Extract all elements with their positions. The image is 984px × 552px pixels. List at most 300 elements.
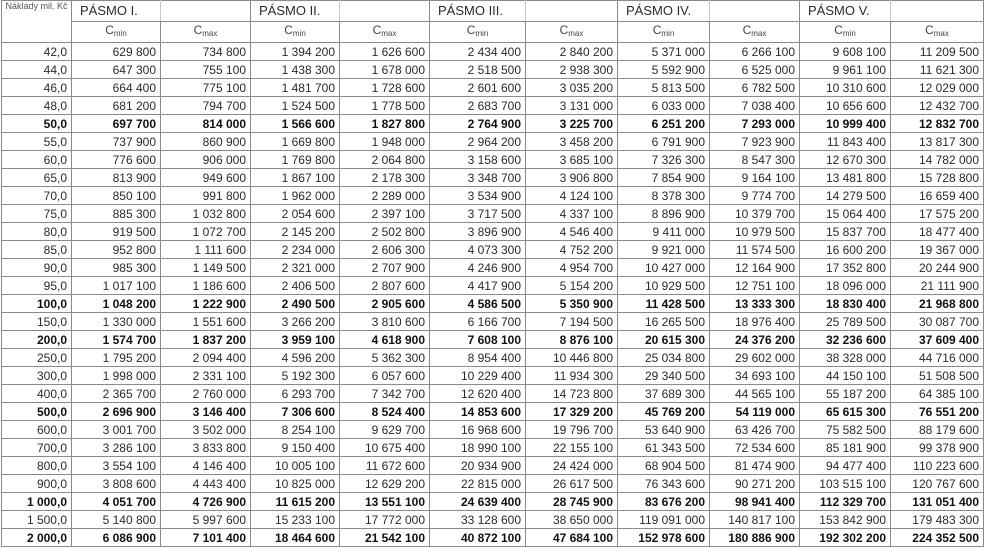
- table-row: [2, 187, 984, 205]
- value-cell: 1 186 600: [161, 277, 251, 295]
- value-cell: 6 166 700: [430, 313, 526, 331]
- value-cell: 17 772 000: [340, 511, 430, 529]
- value-cell: 10 675 400: [340, 439, 430, 457]
- value-cell: 1 626 600: [340, 43, 430, 61]
- value-cell: 2 696 900: [72, 403, 161, 421]
- value-cell: 24 376 200: [710, 331, 800, 349]
- value-cell: 12 432 700: [891, 97, 984, 115]
- value-cell: 12 164 900: [710, 259, 800, 277]
- value-cell: 15 837 700: [800, 223, 891, 241]
- value-cell: 7 326 300: [618, 151, 710, 169]
- value-cell: 3 685 100: [526, 151, 618, 169]
- value-cell: 7 194 500: [526, 313, 618, 331]
- value-cell: 112 329 700: [800, 493, 891, 511]
- value-cell: 192 302 200: [800, 529, 891, 547]
- value-cell: 20 244 900: [891, 259, 984, 277]
- value-cell: 1 111 600: [161, 241, 251, 259]
- value-cell: 1 827 800: [340, 115, 430, 133]
- c-max-header: [891, 22, 984, 43]
- value-cell: 11 428 500: [618, 295, 710, 313]
- table-row: [2, 331, 984, 349]
- value-cell: 119 091 000: [618, 511, 710, 529]
- value-cell: 26 617 500: [526, 475, 618, 493]
- naklady-cell: 300,0: [2, 367, 72, 385]
- table-row: [2, 97, 984, 115]
- c-min-subscript: min: [113, 29, 127, 38]
- value-cell: 15 233 100: [251, 511, 340, 529]
- value-cell: 17 352 800: [800, 259, 891, 277]
- value-cell: 98 941 400: [710, 493, 800, 511]
- naklady-cell: 600,0: [2, 421, 72, 439]
- naklady-cell: 400,0: [2, 385, 72, 403]
- naklady-cell: 250,0: [2, 349, 72, 367]
- value-cell: 14 853 600: [430, 403, 526, 421]
- naklady-cell: 100,0: [2, 295, 72, 313]
- value-cell: 3 810 600: [340, 313, 430, 331]
- value-cell: 3 833 800: [161, 439, 251, 457]
- value-cell: 18 477 400: [891, 223, 984, 241]
- value-cell: 2 064 800: [340, 151, 430, 169]
- value-cell: 6 057 600: [340, 367, 430, 385]
- value-cell: 2 094 400: [161, 349, 251, 367]
- value-cell: 12 029 000: [891, 79, 984, 97]
- c-max-header: [161, 22, 251, 43]
- table-row: [2, 241, 984, 259]
- value-cell: 120 767 600: [891, 475, 984, 493]
- c-min-header: [72, 22, 161, 43]
- value-cell: 2 365 700: [72, 385, 161, 403]
- table-row: [2, 169, 984, 187]
- value-cell: 3 286 100: [72, 439, 161, 457]
- value-cell: 103 515 100: [800, 475, 891, 493]
- value-cell: 152 978 600: [618, 529, 710, 547]
- band-4-header-fill: [710, 1, 800, 22]
- value-cell: 2 406 500: [251, 277, 340, 295]
- value-cell: 737 900: [72, 133, 161, 151]
- value-cell: 11 615 200: [251, 493, 340, 511]
- value-cell: 24 424 000: [526, 457, 618, 475]
- value-cell: 3 717 500: [430, 205, 526, 223]
- naklady-cell: 80,0: [2, 223, 72, 241]
- value-cell: 9 608 100: [800, 43, 891, 61]
- value-cell: 1 948 000: [340, 133, 430, 151]
- value-cell: 12 670 300: [800, 151, 891, 169]
- c-max-symbol: C: [372, 23, 382, 37]
- value-cell: 44 565 100: [710, 385, 800, 403]
- value-cell: 15 064 400: [800, 205, 891, 223]
- value-cell: 3 225 700: [526, 115, 618, 133]
- value-cell: 1 867 100: [251, 169, 340, 187]
- c-max-subscript: max: [751, 29, 767, 38]
- c-max-subscript: max: [568, 29, 584, 38]
- value-cell: 681 200: [72, 97, 161, 115]
- value-cell: 5 192 300: [251, 367, 340, 385]
- c-min-symbol: C: [834, 23, 843, 37]
- table-row: [2, 205, 984, 223]
- c-min-subscript: min: [842, 29, 856, 38]
- value-cell: 3 158 600: [430, 151, 526, 169]
- value-cell: 11 843 400: [800, 133, 891, 151]
- value-cell: 1 032 800: [161, 205, 251, 223]
- value-cell: 7 923 900: [710, 133, 800, 151]
- table-row: [2, 43, 984, 61]
- value-cell: 30 087 700: [891, 313, 984, 331]
- value-cell: 83 676 200: [618, 493, 710, 511]
- value-cell: 1 048 200: [72, 295, 161, 313]
- value-cell: 1 669 800: [251, 133, 340, 151]
- value-cell: 179 483 300: [891, 511, 984, 529]
- value-cell: 65 615 300: [800, 403, 891, 421]
- value-cell: 2 145 200: [251, 223, 340, 241]
- value-cell: 734 800: [161, 43, 251, 61]
- value-cell: 40 872 100: [430, 529, 526, 547]
- value-cell: 10 379 700: [710, 205, 800, 223]
- table-row: [2, 385, 984, 403]
- table-row: [2, 367, 984, 385]
- value-cell: 10 825 000: [251, 475, 340, 493]
- value-cell: 29 340 500: [618, 367, 710, 385]
- naklady-cell: 700,0: [2, 439, 72, 457]
- value-cell: 697 700: [72, 115, 161, 133]
- value-cell: 131 051 400: [891, 493, 984, 511]
- value-cell: 63 426 700: [710, 421, 800, 439]
- value-cell: 1 728 600: [340, 79, 430, 97]
- value-cell: 180 886 900: [710, 529, 800, 547]
- value-cell: 2 938 300: [526, 61, 618, 79]
- c-max-subscript: max: [381, 29, 397, 38]
- table-row: [2, 61, 984, 79]
- c-max-subscript: max: [933, 29, 949, 38]
- value-cell: 647 300: [72, 61, 161, 79]
- table-row: [2, 259, 984, 277]
- value-cell: 3 554 100: [72, 457, 161, 475]
- naklady-cell: 75,0: [2, 205, 72, 223]
- band-1-header-fill: [161, 1, 251, 22]
- value-cell: 776 600: [72, 151, 161, 169]
- value-cell: 6 266 100: [710, 43, 800, 61]
- value-cell: 12 629 200: [340, 475, 430, 493]
- value-cell: 11 209 500: [891, 43, 984, 61]
- value-cell: 12 751 100: [710, 277, 800, 295]
- value-cell: 15 728 800: [891, 169, 984, 187]
- value-cell: 8 524 400: [340, 403, 430, 421]
- value-cell: 7 101 400: [161, 529, 251, 547]
- naklady-cell: 46,0: [2, 79, 72, 97]
- value-cell: 8 954 400: [430, 349, 526, 367]
- naklady-cell: 150,0: [2, 313, 72, 331]
- table-row: [2, 493, 984, 511]
- value-cell: 1 566 600: [251, 115, 340, 133]
- table-row: [2, 529, 984, 547]
- value-cell: 18 830 400: [800, 295, 891, 313]
- value-cell: 16 600 200: [800, 241, 891, 259]
- value-cell: 1 962 000: [251, 187, 340, 205]
- band-1-header: PÁSMO I.: [72, 1, 161, 22]
- naklady-cell: 85,0: [2, 241, 72, 259]
- value-cell: 850 100: [72, 187, 161, 205]
- value-cell: 18 976 400: [710, 313, 800, 331]
- value-cell: 4 752 200: [526, 241, 618, 259]
- value-cell: 34 693 100: [710, 367, 800, 385]
- value-cell: 37 609 400: [891, 331, 984, 349]
- value-cell: 224 352 500: [891, 529, 984, 547]
- table-row: [2, 511, 984, 529]
- value-cell: 17 329 200: [526, 403, 618, 421]
- value-cell: 3 131 000: [526, 97, 618, 115]
- value-cell: 76 343 600: [618, 475, 710, 493]
- value-cell: 4 124 100: [526, 187, 618, 205]
- c-min-symbol: C: [284, 23, 293, 37]
- c-max-header: [340, 22, 430, 43]
- value-cell: 8 876 100: [526, 331, 618, 349]
- value-cell: 2 331 100: [161, 367, 251, 385]
- naklady-cell: 55,0: [2, 133, 72, 151]
- value-cell: 64 385 100: [891, 385, 984, 403]
- value-cell: 24 639 400: [430, 493, 526, 511]
- table-row: [2, 79, 984, 97]
- value-cell: 12 832 700: [891, 115, 984, 133]
- value-cell: 1 574 700: [72, 331, 161, 349]
- value-cell: 1 795 200: [72, 349, 161, 367]
- value-cell: 90 271 200: [710, 475, 800, 493]
- value-cell: 794 700: [161, 97, 251, 115]
- value-cell: 14 723 800: [526, 385, 618, 403]
- value-cell: 10 446 800: [526, 349, 618, 367]
- value-cell: 38 328 000: [800, 349, 891, 367]
- value-cell: 5 154 200: [526, 277, 618, 295]
- naklady-header: Náklady mil. Kč: [2, 1, 72, 43]
- value-cell: 14 279 500: [800, 187, 891, 205]
- value-cell: 55 187 200: [800, 385, 891, 403]
- value-cell: 11 934 300: [526, 367, 618, 385]
- table-row: [2, 295, 984, 313]
- value-cell: 3 458 200: [526, 133, 618, 151]
- value-cell: 4 586 500: [430, 295, 526, 313]
- value-cell: 4 618 900: [340, 331, 430, 349]
- naklady-cell: 2 000,0: [2, 529, 72, 547]
- value-cell: 75 582 500: [800, 421, 891, 439]
- value-cell: 6 086 900: [72, 529, 161, 547]
- naklady-cell: 500,0: [2, 403, 72, 421]
- value-cell: 2 964 200: [430, 133, 526, 151]
- naklady-cell: 1 500,0: [2, 511, 72, 529]
- value-cell: 61 343 500: [618, 439, 710, 457]
- value-cell: 7 293 000: [710, 115, 800, 133]
- value-cell: 54 119 000: [710, 403, 800, 421]
- value-cell: 13 817 300: [891, 133, 984, 151]
- value-cell: 140 817 100: [710, 511, 800, 529]
- value-cell: 1 778 500: [340, 97, 430, 115]
- value-cell: 94 477 400: [800, 457, 891, 475]
- band-2-header: PÁSMO II.: [251, 1, 340, 22]
- naklady-cell: 1 000,0: [2, 493, 72, 511]
- value-cell: 2 490 500: [251, 295, 340, 313]
- table-row: [2, 475, 984, 493]
- table-row: [2, 403, 984, 421]
- value-cell: 1 524 500: [251, 97, 340, 115]
- value-cell: 153 842 900: [800, 511, 891, 529]
- value-cell: 85 181 900: [800, 439, 891, 457]
- value-cell: 5 813 500: [618, 79, 710, 97]
- naklady-cell: 900,0: [2, 475, 72, 493]
- value-cell: 4 443 400: [161, 475, 251, 493]
- value-cell: 860 900: [161, 133, 251, 151]
- value-cell: 2 054 600: [251, 205, 340, 223]
- value-cell: 16 659 400: [891, 187, 984, 205]
- value-cell: 37 689 300: [618, 385, 710, 403]
- value-cell: 3 808 600: [72, 475, 161, 493]
- c-max-header: [710, 22, 800, 43]
- table-body: [2, 43, 984, 547]
- value-cell: 8 547 300: [710, 151, 800, 169]
- table-row: [2, 115, 984, 133]
- value-cell: 29 602 000: [710, 349, 800, 367]
- value-cell: 5 350 900: [526, 295, 618, 313]
- value-cell: 2 502 800: [340, 223, 430, 241]
- value-cell: 12 620 400: [430, 385, 526, 403]
- value-cell: 10 999 400: [800, 115, 891, 133]
- value-cell: 885 300: [72, 205, 161, 223]
- value-cell: 28 745 900: [526, 493, 618, 511]
- cost-table: [1, 0, 984, 547]
- value-cell: 19 367 000: [891, 241, 984, 259]
- value-cell: 1 072 700: [161, 223, 251, 241]
- value-cell: 5 592 900: [618, 61, 710, 79]
- value-cell: 14 782 000: [891, 151, 984, 169]
- value-cell: 8 896 900: [618, 205, 710, 223]
- value-cell: 8 378 300: [618, 187, 710, 205]
- value-cell: 4 954 700: [526, 259, 618, 277]
- value-cell: 7 306 600: [251, 403, 340, 421]
- value-cell: 88 179 600: [891, 421, 984, 439]
- value-cell: 1 481 700: [251, 79, 340, 97]
- value-cell: 2 606 300: [340, 241, 430, 259]
- value-cell: 3 001 700: [72, 421, 161, 439]
- value-cell: 10 310 600: [800, 79, 891, 97]
- value-cell: 33 128 600: [430, 511, 526, 529]
- value-cell: 1 769 800: [251, 151, 340, 169]
- value-cell: 9 961 100: [800, 61, 891, 79]
- value-cell: 45 769 200: [618, 403, 710, 421]
- c-min-header: [618, 22, 710, 43]
- value-cell: 32 236 600: [800, 331, 891, 349]
- value-cell: 3 502 000: [161, 421, 251, 439]
- value-cell: 18 990 100: [430, 439, 526, 457]
- value-cell: 6 033 000: [618, 97, 710, 115]
- value-cell: 1 149 500: [161, 259, 251, 277]
- value-cell: 985 300: [72, 259, 161, 277]
- naklady-cell: 70,0: [2, 187, 72, 205]
- c-min-header: [800, 22, 891, 43]
- value-cell: 11 574 500: [710, 241, 800, 259]
- value-cell: 44 716 000: [891, 349, 984, 367]
- value-cell: 21 542 100: [340, 529, 430, 547]
- value-cell: 10 427 000: [618, 259, 710, 277]
- value-cell: 4 546 400: [526, 223, 618, 241]
- value-cell: 110 223 600: [891, 457, 984, 475]
- value-cell: 2 234 000: [251, 241, 340, 259]
- value-cell: 4 073 300: [430, 241, 526, 259]
- value-cell: 72 534 600: [710, 439, 800, 457]
- naklady-cell: 800,0: [2, 457, 72, 475]
- table-row: [2, 421, 984, 439]
- table-row: [2, 349, 984, 367]
- naklady-cell: 90,0: [2, 259, 72, 277]
- value-cell: 2 707 900: [340, 259, 430, 277]
- value-cell: 19 796 700: [526, 421, 618, 439]
- value-cell: 44 150 100: [800, 367, 891, 385]
- value-cell: 4 051 700: [72, 493, 161, 511]
- value-cell: 51 508 500: [891, 367, 984, 385]
- value-cell: 1 394 200: [251, 43, 340, 61]
- value-cell: 1 330 000: [72, 313, 161, 331]
- value-cell: 3 906 800: [526, 169, 618, 187]
- value-cell: 13 481 800: [800, 169, 891, 187]
- band-header-row: [2, 1, 984, 22]
- naklady-cell: 42,0: [2, 43, 72, 61]
- value-cell: 3 348 700: [430, 169, 526, 187]
- value-cell: 4 146 400: [161, 457, 251, 475]
- c-min-symbol: C: [652, 23, 662, 37]
- value-cell: 2 518 500: [430, 61, 526, 79]
- value-cell: 7 854 900: [618, 169, 710, 187]
- value-cell: 4 417 900: [430, 277, 526, 295]
- value-cell: 2 683 700: [430, 97, 526, 115]
- value-cell: 13 333 300: [710, 295, 800, 313]
- naklady-cell: 50,0: [2, 115, 72, 133]
- value-cell: 17 575 200: [891, 205, 984, 223]
- band-5-header-fill: [891, 1, 984, 22]
- band-2-header-fill: [340, 1, 430, 22]
- value-cell: 6 251 200: [618, 115, 710, 133]
- value-cell: 2 289 000: [340, 187, 430, 205]
- table-row: [2, 439, 984, 457]
- value-cell: 755 100: [161, 61, 251, 79]
- value-cell: 76 551 200: [891, 403, 984, 421]
- value-cell: 2 905 600: [340, 295, 430, 313]
- value-cell: 7 342 700: [340, 385, 430, 403]
- value-cell: 7 608 100: [430, 331, 526, 349]
- table-row: [2, 277, 984, 295]
- value-cell: 919 500: [72, 223, 161, 241]
- value-cell: 7 038 400: [710, 97, 800, 115]
- value-cell: 949 600: [161, 169, 251, 187]
- value-cell: 5 371 000: [618, 43, 710, 61]
- value-cell: 952 800: [72, 241, 161, 259]
- value-cell: 9 921 000: [618, 241, 710, 259]
- value-cell: 16 968 600: [430, 421, 526, 439]
- value-cell: 5 362 300: [340, 349, 430, 367]
- value-cell: 906 000: [161, 151, 251, 169]
- value-cell: 2 397 100: [340, 205, 430, 223]
- value-cell: 1 678 000: [340, 61, 430, 79]
- value-cell: 4 246 900: [430, 259, 526, 277]
- table-row: [2, 133, 984, 151]
- value-cell: 10 005 100: [251, 457, 340, 475]
- c-max-symbol: C: [925, 23, 934, 37]
- value-cell: 1 837 200: [161, 331, 251, 349]
- value-cell: 5 997 600: [161, 511, 251, 529]
- value-cell: 664 400: [72, 79, 161, 97]
- table-row: [2, 457, 984, 475]
- c-max-symbol: C: [742, 23, 752, 37]
- value-cell: 99 378 900: [891, 439, 984, 457]
- value-cell: 2 321 000: [251, 259, 340, 277]
- value-cell: 813 900: [72, 169, 161, 187]
- value-cell: 22 155 100: [526, 439, 618, 457]
- value-cell: 20 934 900: [430, 457, 526, 475]
- value-cell: 21 968 800: [891, 295, 984, 313]
